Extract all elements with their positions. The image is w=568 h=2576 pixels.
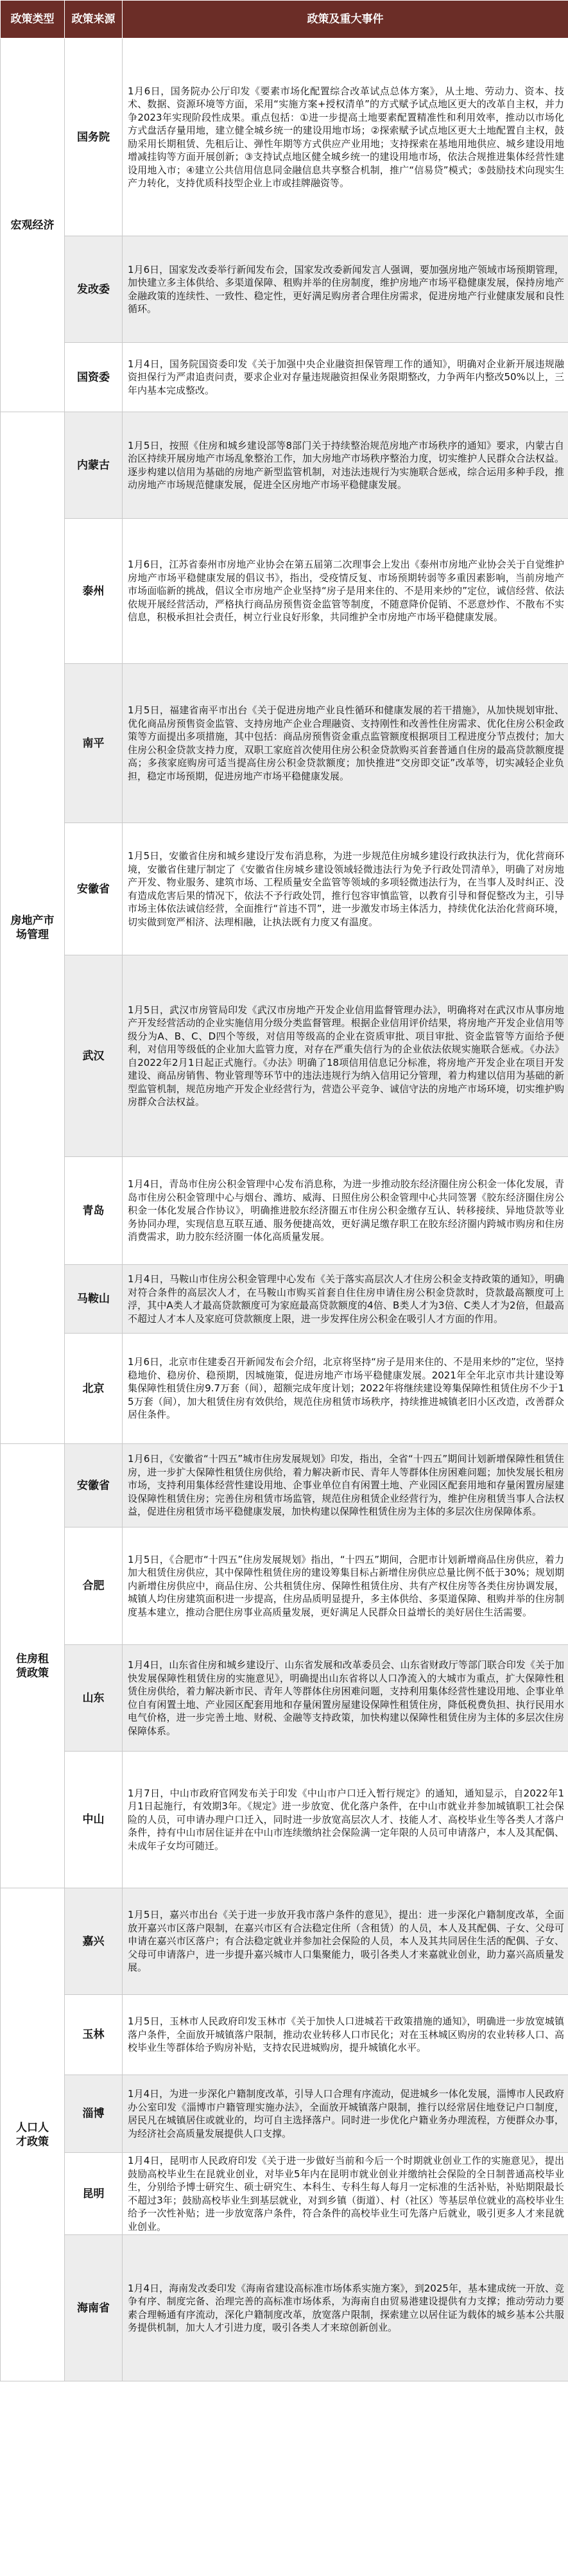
table-row <box>1 1334 568 1444</box>
source-cell: 安徽省 <box>65 1444 123 1527</box>
source-cell: 泰州 <box>65 519 123 664</box>
table-row <box>1 1995 568 2075</box>
table-row <box>1 955 568 1157</box>
table-row <box>1 1157 568 1265</box>
table-row <box>1 519 568 664</box>
source-cell: 海南省 <box>65 2235 123 2381</box>
event-cell: 1月6日，国务院办公厅印发《要素市场化配置综合改革试点总体方案》，从土地、劳动力、资本、技术、数据、资源环境等方面，采用“实施方案+授权清单”的方式赋予试点地区更大的改革自主权，并力争2023年实现阶段性成果。重点包括：①进一步提高土地要素配置精准性和利用效率，推动以市场化方式盘活存量用地，建立健全城乡统一的建设用地市场；②探索赋予试点地区更大土地配置自主权，鼓励采用长期租赁、先租后让、弹性年期等方式供应产业用地；支持探索在基地用地供应、城乡建设用地增减挂钩等方面开展创新；③支持试点地区健全城乡统一的建设用地市场，依法合规推进集体经营性建设用地入市；④建立公共信用信息同金融信息共享整合机制，推广“信易贷”模式；⑤鼓励技术向现实生产力转化，支持优质科技型企业上市或挂牌融资等。 <box>123 39 568 236</box>
event-cell: 1月5日，武汉市房管局印发《武汉市房地产开发企业信用监督管理办法》，明确将对在武汉市从事房地产开发经营活动的企业实施信用分级分类监督管理。根据企业信用评价结果，将房地产开发企业信用等级分为A、B、C、D四个等级，对信用等级高的企业在资质审批、项目审批、资金监管等方面给予便利，对信用等级低的企业加大监管力度，对存在严重失信行为的企业依法依规实施联合惩戒。《办法》自2022年2月1日起正式施行。《办法》明确了18项信用信息记分标准，将房地产开发企业在项目开发建设、商品房销售、物业管理等环节中的违法违规行为纳入信用记分管理，着力构建以信用为基础的新型监管机制，规范房地产开发企业经营行为，营造公平竞争、诚信守法的房地产市场环境，切实维护购房群众合法权益。 <box>123 955 568 1157</box>
table-row <box>1 1752 568 1888</box>
category-cell: 房地产市 场管理 <box>1 412 65 1444</box>
source-cell: 玉林 <box>65 1995 123 2075</box>
source-cell: 山东 <box>65 1645 123 1752</box>
event-cell: 1月5日，安徽省住房和城乡建设厅发布消息称，为进一步规范住房城乡建设行政执法行为，优化营商环境，安徽省住建厅制定了《安徽省住房城乡建设领域轻微违法行为免予行政处罚清单》，明确了对房地产开发、物业服务、建筑市场、工程质量安全监管等领域的多项轻微违法行为，在当事人及时纠正、没有造成危害后果的情况下，依法不予行政处罚，推行包容审慎监管，以教育引导和督促整改为主，引导市场主体依法诚信经营，全面推行“首违不罚”，进一步激发市场主体活力，持续优化法治化营商环境，切实做到宽严相济、法理相融，让执法既有力度又有温度。 <box>123 823 568 955</box>
event-cell: 1月5日，嘉兴市出台《关于进一步放开我市落户条件的意见》，提出：进一步深化户籍制度改革，全面放开嘉兴市区落户限制，在嘉兴市区有合法稳定住所（含租赁）的人员，本人及其配偶、子女、父母可申请在嘉兴市区落户；有合法稳定就业并参加社会保险的人员，本人及其共同居住生活的配偶、子女、父母可申请落户，进一步提升嘉兴城市人口集聚能力，吸引各类人才来嘉就业创业，助力嘉兴高质量发展。 <box>123 1888 568 1995</box>
event-cell: 1月4日，为进一步深化户籍制度改革，引导人口合理有序流动，促进城乡一体化发展，淄博市人民政府办公室印发《淄博市户籍管理实施办法》，全面放开城镇落户限制，推行以经常居住地登记户口制度，居民凡在城镇居住或就业的，均可自主选择落户。同时进一步优化户籍业务办理流程，方便群众办事，为经济社会高质量发展提供人口支撑。 <box>123 2075 568 2153</box>
event-cell: 1月5日，玉林市人民政府印发玉林市《关于加快人口进城若干政策措施的通知》，明确进一步放宽城镇落户条件，全面放开城镇落户限制，推动农业转移人口市民化；对在玉林城区购房的农业转移人口、高校毕业生等群体给予购房补贴，支持农民进城购房，提升城镇化水平。 <box>123 1995 568 2075</box>
source-cell: 国务院 <box>65 39 123 236</box>
event-cell: 1月4日，青岛市住房公积金管理中心发布消息称，为进一步推动胶东经济圈住房公积金一体化发展，青岛市住房公积金管理中心与烟台、潍坊、威海、日照住房公积金管理中心共同签署《胶东经济圈住房公积金一体化发展合作协议》，明确推进胶东经济圈五市住房公积金缴存互认、转移接续、异地贷款等业务协同办理，实现信息互联互通、服务便捷高效，更好满足缴存职工在胶东经济圈内跨城市购房和住房消费需求，助力胶东经济圈一体化高质量发展。 <box>123 1157 568 1265</box>
event-cell: 1月5日，按照《住房和城乡建设部等8部门关于持续整治规范房地产市场秩序的通知》要求，内蒙古自治区持续开展房地产市场乱象整治工作，加大房地产市场秩序整治力度，切实维护人民群众合法权益。逐步构建以信用为基础的房地产新型监管机制，对违法违规行为实施联合惩戒，综合运用多种手段，推动房地产市场规范健康发展，促进全区房地产市场平稳健康发展。 <box>123 412 568 519</box>
table-row <box>1 236 568 343</box>
table-row <box>1 2075 568 2153</box>
table-row <box>1 2153 568 2235</box>
table-body <box>1 39 568 2381</box>
event-cell: 1月5日，《合肥市“十四五”住房发展规划》指出，“十四五”期间，合肥市计划新增商品住房供应，着力加大租赁住房供应，其中保障性租赁住房的建设筹集目标占新增住房供应总量比例不低于30%；规划期内新增住房供应中，商品住房、公共租赁住房、保障性租赁住房、共有产权住房等各类住房协调发展，城镇人均住房建筑面积进一步提高，住房品质明显提升，多主体供给、多渠道保障、租购并举的住房制度基本建立，推动合肥住房事业高质量发展，更好满足人民群众日益增长的美好居住生活需要。 <box>123 1527 568 1645</box>
category-cell: 住房租 赁政策 <box>1 1444 65 1888</box>
event-cell: 1月4日，昆明市人民政府印发《关于进一步做好当前和今后一个时期就业创业工作的实施意见》，提出鼓励高校毕业生在昆就业创业，对毕业5年内在昆明市就业创业并缴纳社会保险的全日制普通高校毕业生，分别给予博士研究生、硕士研究生、本科生、专科生每人每月一定标准的生活补贴，补贴期限最长不超过3年；鼓励高校毕业生到基层就业，对到乡镇（街道）、村（社区）等基层单位就业的高校毕业生给予一次性补贴；进一步放宽落户条件，符合条件的高校毕业生可先落户后就业，吸引更多人才来昆就业创业。 <box>123 2153 568 2235</box>
event-cell: 1月6日，江苏省泰州市房地产业协会在第五届第二次理事会上发出《泰州市房地产业协会关于自觉维护房地产市场平稳健康发展的倡议书》，指出，受疫情反复、市场预期转弱等多重因素影响，当前房地产市场面临新的挑战，倡议全市房地产企业坚持“房子是用来住的、不是用来炒的”定位，诚信经营、依法依规开展经营活动，严格执行商品房预售资金监管等制度，不随意降价促销、不恶意炒作、不散布不实信息，积极承担社会责任，树立行业良好形象，共同维护全市房地产市场平稳健康发展。 <box>123 519 568 664</box>
source-cell: 内蒙古 <box>65 412 123 519</box>
table-header-row <box>1 1 568 39</box>
event-cell: 1月7日，中山市政府官网发布关于印发《中山市户口迁入暂行规定》的通知，通知显示，自2022年1月1日起施行，有效期3年。《规定》进一步放宽、优化落户条件，在中山市就业并参加城镇职工社会保险的人员，可申请办理户口迁入，同时进一步放宽高层次人才、技能人才、高校毕业生等各类人才落户条件，持有中山市居住证并在中山市连续缴纳社会保险满一定年限的人员可申请落户，本人及其配偶、未成年子女均可随迁。 <box>123 1752 568 1888</box>
table-row <box>1 39 568 236</box>
category-cell: 宏观经济 <box>1 39 65 412</box>
source-cell: 国资委 <box>65 343 123 412</box>
event-cell: 1月6日，北京市住建委召开新闻发布会介绍，北京将坚持“房子是用来住的、不是用来炒的”定位，坚持稳地价、稳房价、稳预期，因城施策，促进房地产市场平稳健康发展。2021年全年北京市共计建设筹集保障性租赁住房9.7万套（间），超额完成年度计划；2022年将继续建设筹集保障性租赁住房不少于15万套（间），加大租赁住房有效供给，规范住房租赁市场秩序，持续推进城镇老旧小区改造，改善群众居住条件。 <box>123 1334 568 1444</box>
category-cell: 人口人 才政策 <box>1 1888 65 2381</box>
source-cell: 昆明 <box>65 2153 123 2235</box>
header-source: 政策来源 <box>65 1 123 39</box>
event-cell: 1月6日，《安徽省“十四五”城市住房发展规划》印发，指出，全省“十四五”期间计划新增保障性租赁住房，进一步扩大保障性租赁住房供给，着力解决新市民、青年人等群体住房困难问题；加快发展长租房市场，支持利用集体经营性建设用地、企事业单位自有闲置土地、产业园区配套用地和存量闲置房屋建设保障性租赁住房；完善住房租赁市场监管，规范住房租赁企业经营行为，维护住房租赁当事人合法权益，促进住房租赁市场平稳健康发展，加快构建以保障性租赁住房为主体的多层次住房保障体系。 <box>123 1444 568 1527</box>
source-cell: 青岛 <box>65 1157 123 1265</box>
table-row <box>1 823 568 955</box>
header-events: 政策及重大事件 <box>123 1 568 39</box>
source-cell: 发改委 <box>65 236 123 343</box>
event-cell: 1月4日，马鞍山市住房公积金管理中心发布《关于落实高层次人才住房公积金支持政策的通知》，明确对符合条件的高层次人才，在马鞍山市购买首套自住住房申请住房公积金贷款时，贷款最高额度可上浮，其中A类人才最高贷款额度可为家庭最高贷款额度的4倍、B类人才为3倍、C类人才为2倍，但最高不超过人才本人及家庭可贷款额度上限，进一步发挥住房公积金在吸引人才方面的作用。 <box>123 1265 568 1334</box>
source-cell: 北京 <box>65 1334 123 1444</box>
source-cell: 合肥 <box>65 1527 123 1645</box>
table-row <box>1 1645 568 1752</box>
source-cell: 淄博 <box>65 2075 123 2153</box>
event-cell: 1月4日，国务院国资委印发《关于加强中央企业融资担保管理工作的通知》，明确对企业新开展违规融资担保行为严肃追责问责，要求企业对存量违规融资担保业务限期整改，力争两年内整改50%以上，三年内基本完成整改。 <box>123 343 568 412</box>
event-cell: 1月4日，海南发改委印发《海南省建设高标准市场体系实施方案》，到2025年，基本建成统一开放、竞争有序、制度完备、治理完善的高标准市场体系，为海南自由贸易港建设提供有力支撑；推动劳动力要素合理畅通有序流动，深化户籍制度改革，放宽落户限制，探索建立以居住证为载体的城乡基本公共服务提供机制，加大人才引进力度，吸引各类人才来琼创新创业。 <box>123 2235 568 2381</box>
table-row <box>1 664 568 823</box>
event-cell: 1月4日，山东省住房和城乡建设厅、山东省发展和改革委员会、山东省财政厅等部门联合印发《关于加快发展保障性租赁住房的实施意见》，明确提出山东省将以人口净流入的大城市为重点，扩大保障性租赁住房供给，着力解决新市民、青年人等群体住房困难问题，支持利用集体经营性建设用地、企事业单位自有闲置土地、产业园区配套用地和存量闲置房屋建设保障性租赁住房，降低税费负担、执行民用水电气价格，进一步完善土地、财税、金融等支持政策，加快构建以保障性租赁住房为主体的多层次住房保障体系。 <box>123 1645 568 1752</box>
table-row <box>1 1888 568 1995</box>
source-cell: 马鞍山 <box>65 1265 123 1334</box>
source-cell: 中山 <box>65 1752 123 1888</box>
event-cell: 1月6日，国家发改委举行新闻发布会，国家发改委新闻发言人强调，要加强房地产领域市场预期管理，加快建立多主体供给、多渠道保障、租购并举的住房制度，维护房地产市场平稳健康发展，保持房地产金融政策的连续性、一致性、稳定性，更好满足购房者合理住房需求，促进房地产行业健康发展和良性循环。 <box>123 236 568 343</box>
table-row <box>1 412 568 519</box>
source-cell: 嘉兴 <box>65 1888 123 1995</box>
source-cell: 安徽省 <box>65 823 123 955</box>
table-row <box>1 2235 568 2381</box>
table-row <box>1 1265 568 1334</box>
source-cell: 南平 <box>65 664 123 823</box>
header-category: 政策类型 <box>1 1 65 39</box>
table-row <box>1 1444 568 1527</box>
event-cell: 1月5日，福建省南平市出台《关于促进房地产业良性循环和健康发展的若干措施》，从加快规划审批、优化商品房预售资金监管、支持房地产企业合理融资、支持刚性和改善性住房需求、优化住房公积金政策等方面提出多项措施，其中包括：商品房预售资金重点监管额度根据项目工程进度分节点拨付；加大住房公积金贷款支持力度，双职工家庭首次使用住房公积金贷款购买首套普通自住房的最高贷款额度提高；多孩家庭购房可适当提高住房公积金贷款额度；加快推进“交房即交证”改革等，切实减轻企业负担，稳定市场预期，促进房地产市场平稳健康发展。 <box>123 664 568 823</box>
table-row <box>1 1527 568 1645</box>
table-row <box>1 343 568 412</box>
source-cell: 武汉 <box>65 955 123 1157</box>
